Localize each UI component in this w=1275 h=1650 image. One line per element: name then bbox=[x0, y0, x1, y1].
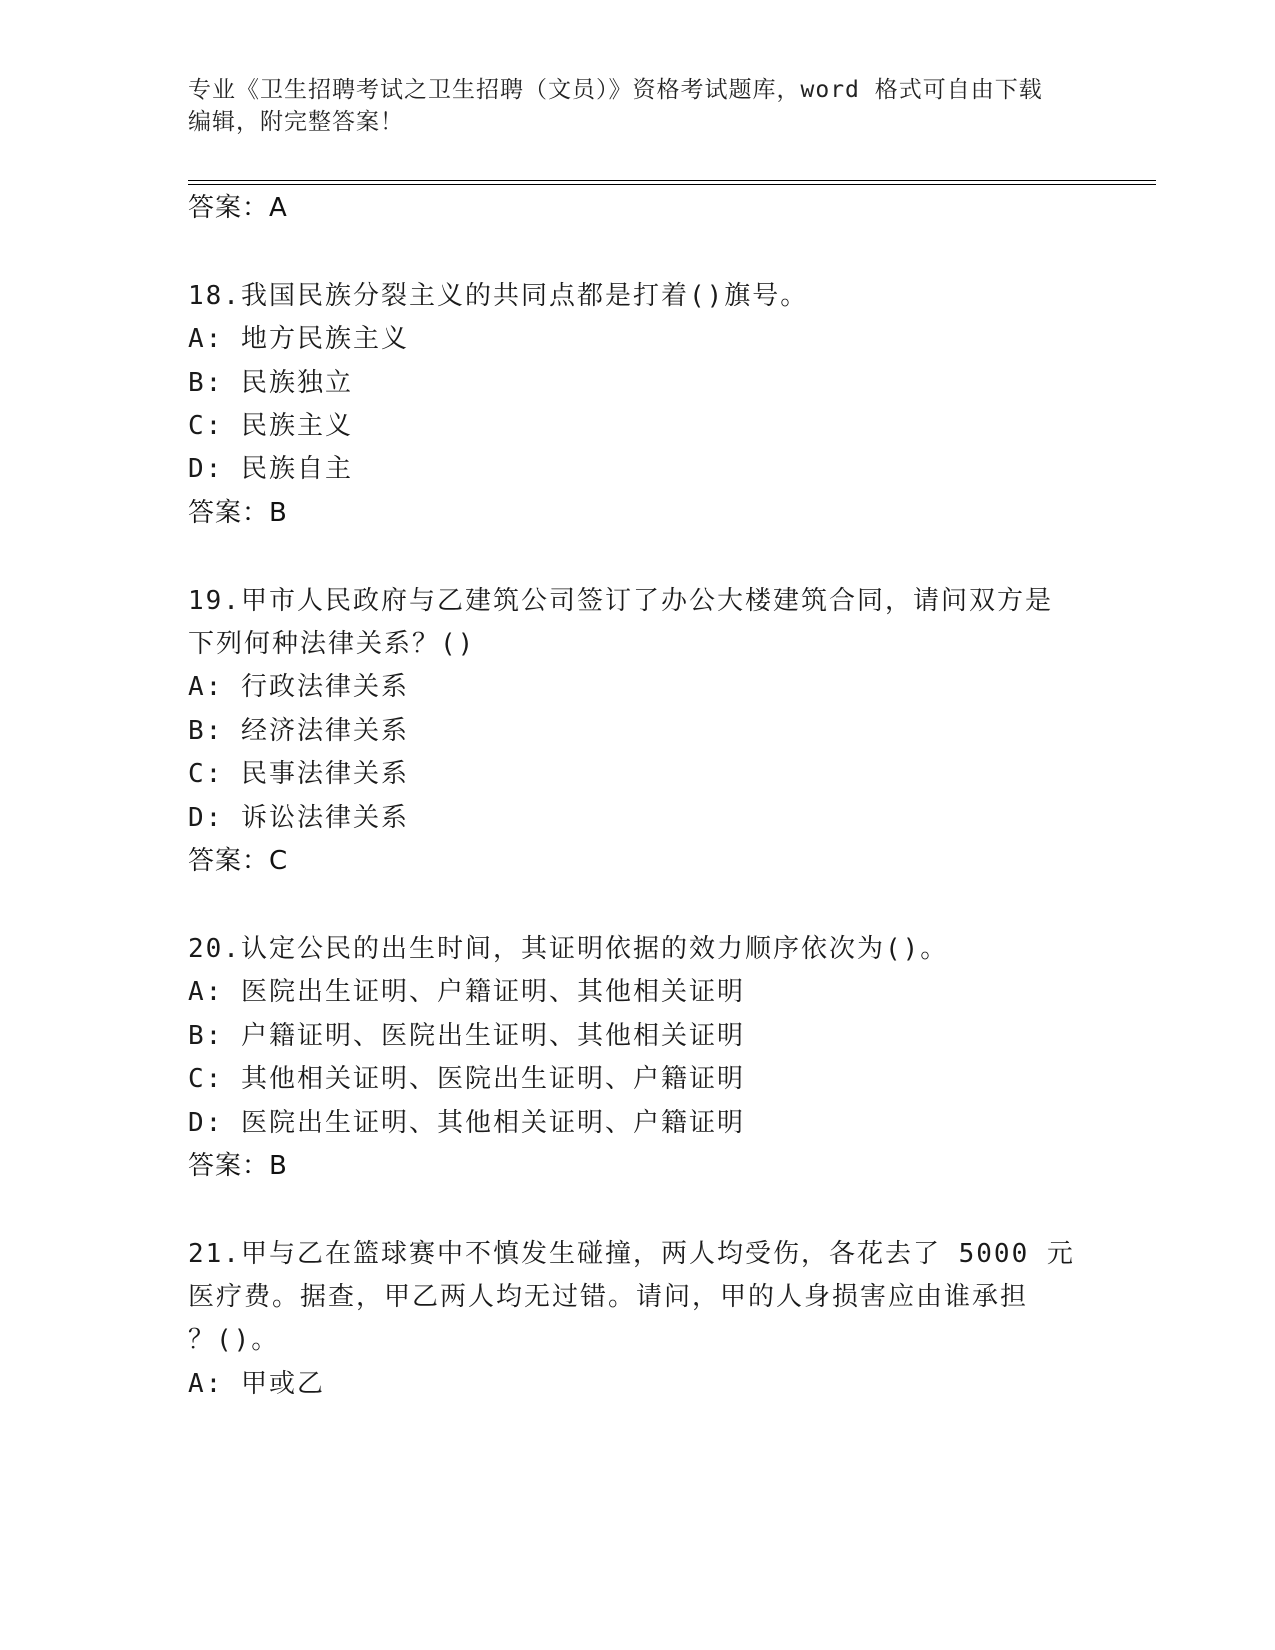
question-18-option-a: A: 地方民族主义 bbox=[188, 324, 409, 354]
question-19-option-d: D: 诉讼法律关系 bbox=[188, 803, 409, 833]
question-20-option-a: A: 医院出生证明、户籍证明、其他相关证明 bbox=[188, 977, 745, 1007]
question-18-stem: 18.我国民族分裂主义的共同点都是打着()旗号。 bbox=[188, 281, 809, 311]
question-19-answer: 答案：C bbox=[188, 846, 289, 876]
question-21-stem-line-2: 医疗费。据查，甲乙两人均无过错。请问，甲的人身损害应由谁承担 bbox=[188, 1282, 1029, 1312]
question-18-option-d: D: 民族自主 bbox=[188, 454, 353, 484]
question-19-stem-line-1: 19.甲市人民政府与乙建筑公司签订了办公大楼建筑合同，请问双方是 bbox=[188, 586, 1053, 616]
question-20-option-b: B: 户籍证明、医院出生证明、其他相关证明 bbox=[188, 1021, 745, 1051]
question-19-option-b: B: 经济法律关系 bbox=[188, 716, 409, 746]
header-divider-bottom bbox=[188, 184, 1156, 185]
question-20-option-d: D: 医院出生证明、其他相关证明、户籍证明 bbox=[188, 1108, 745, 1138]
answer-previous: 答案：A bbox=[188, 193, 288, 223]
question-21-stem-line-1: 21.甲与乙在篮球赛中不慎发生碰撞，两人均受伤，各花去了 5000 元 bbox=[188, 1239, 1075, 1269]
question-20-stem: 20.认定公民的出生时间，其证明依据的效力顺序依次为()。 bbox=[188, 934, 949, 964]
header-line-2: 编辑，附完整答案！ bbox=[188, 109, 404, 135]
question-20-answer: 答案：B bbox=[188, 1151, 288, 1181]
header-line-1: 专业《卫生招聘考试之卫生招聘（文员）》资格考试题库，word 格式可自由下载 bbox=[188, 77, 1043, 103]
question-21-option-a: A: 甲或乙 bbox=[188, 1369, 325, 1399]
header-divider-top bbox=[188, 180, 1156, 181]
document-header bbox=[188, 74, 1088, 138]
question-20-option-c: C: 其他相关证明、医院出生证明、户籍证明 bbox=[188, 1064, 745, 1094]
question-21-stem-line-3: ？()。 bbox=[188, 1325, 280, 1355]
question-18-answer: 答案：B bbox=[188, 498, 288, 528]
question-19-option-a: A: 行政法律关系 bbox=[188, 672, 409, 702]
question-18-option-b: B: 民族独立 bbox=[188, 368, 353, 398]
question-19-option-c: C: 民事法律关系 bbox=[188, 759, 409, 789]
question-19-stem-line-2: 下列何种法律关系？() bbox=[188, 629, 476, 659]
question-18-option-c: C: 民族主义 bbox=[188, 411, 353, 441]
